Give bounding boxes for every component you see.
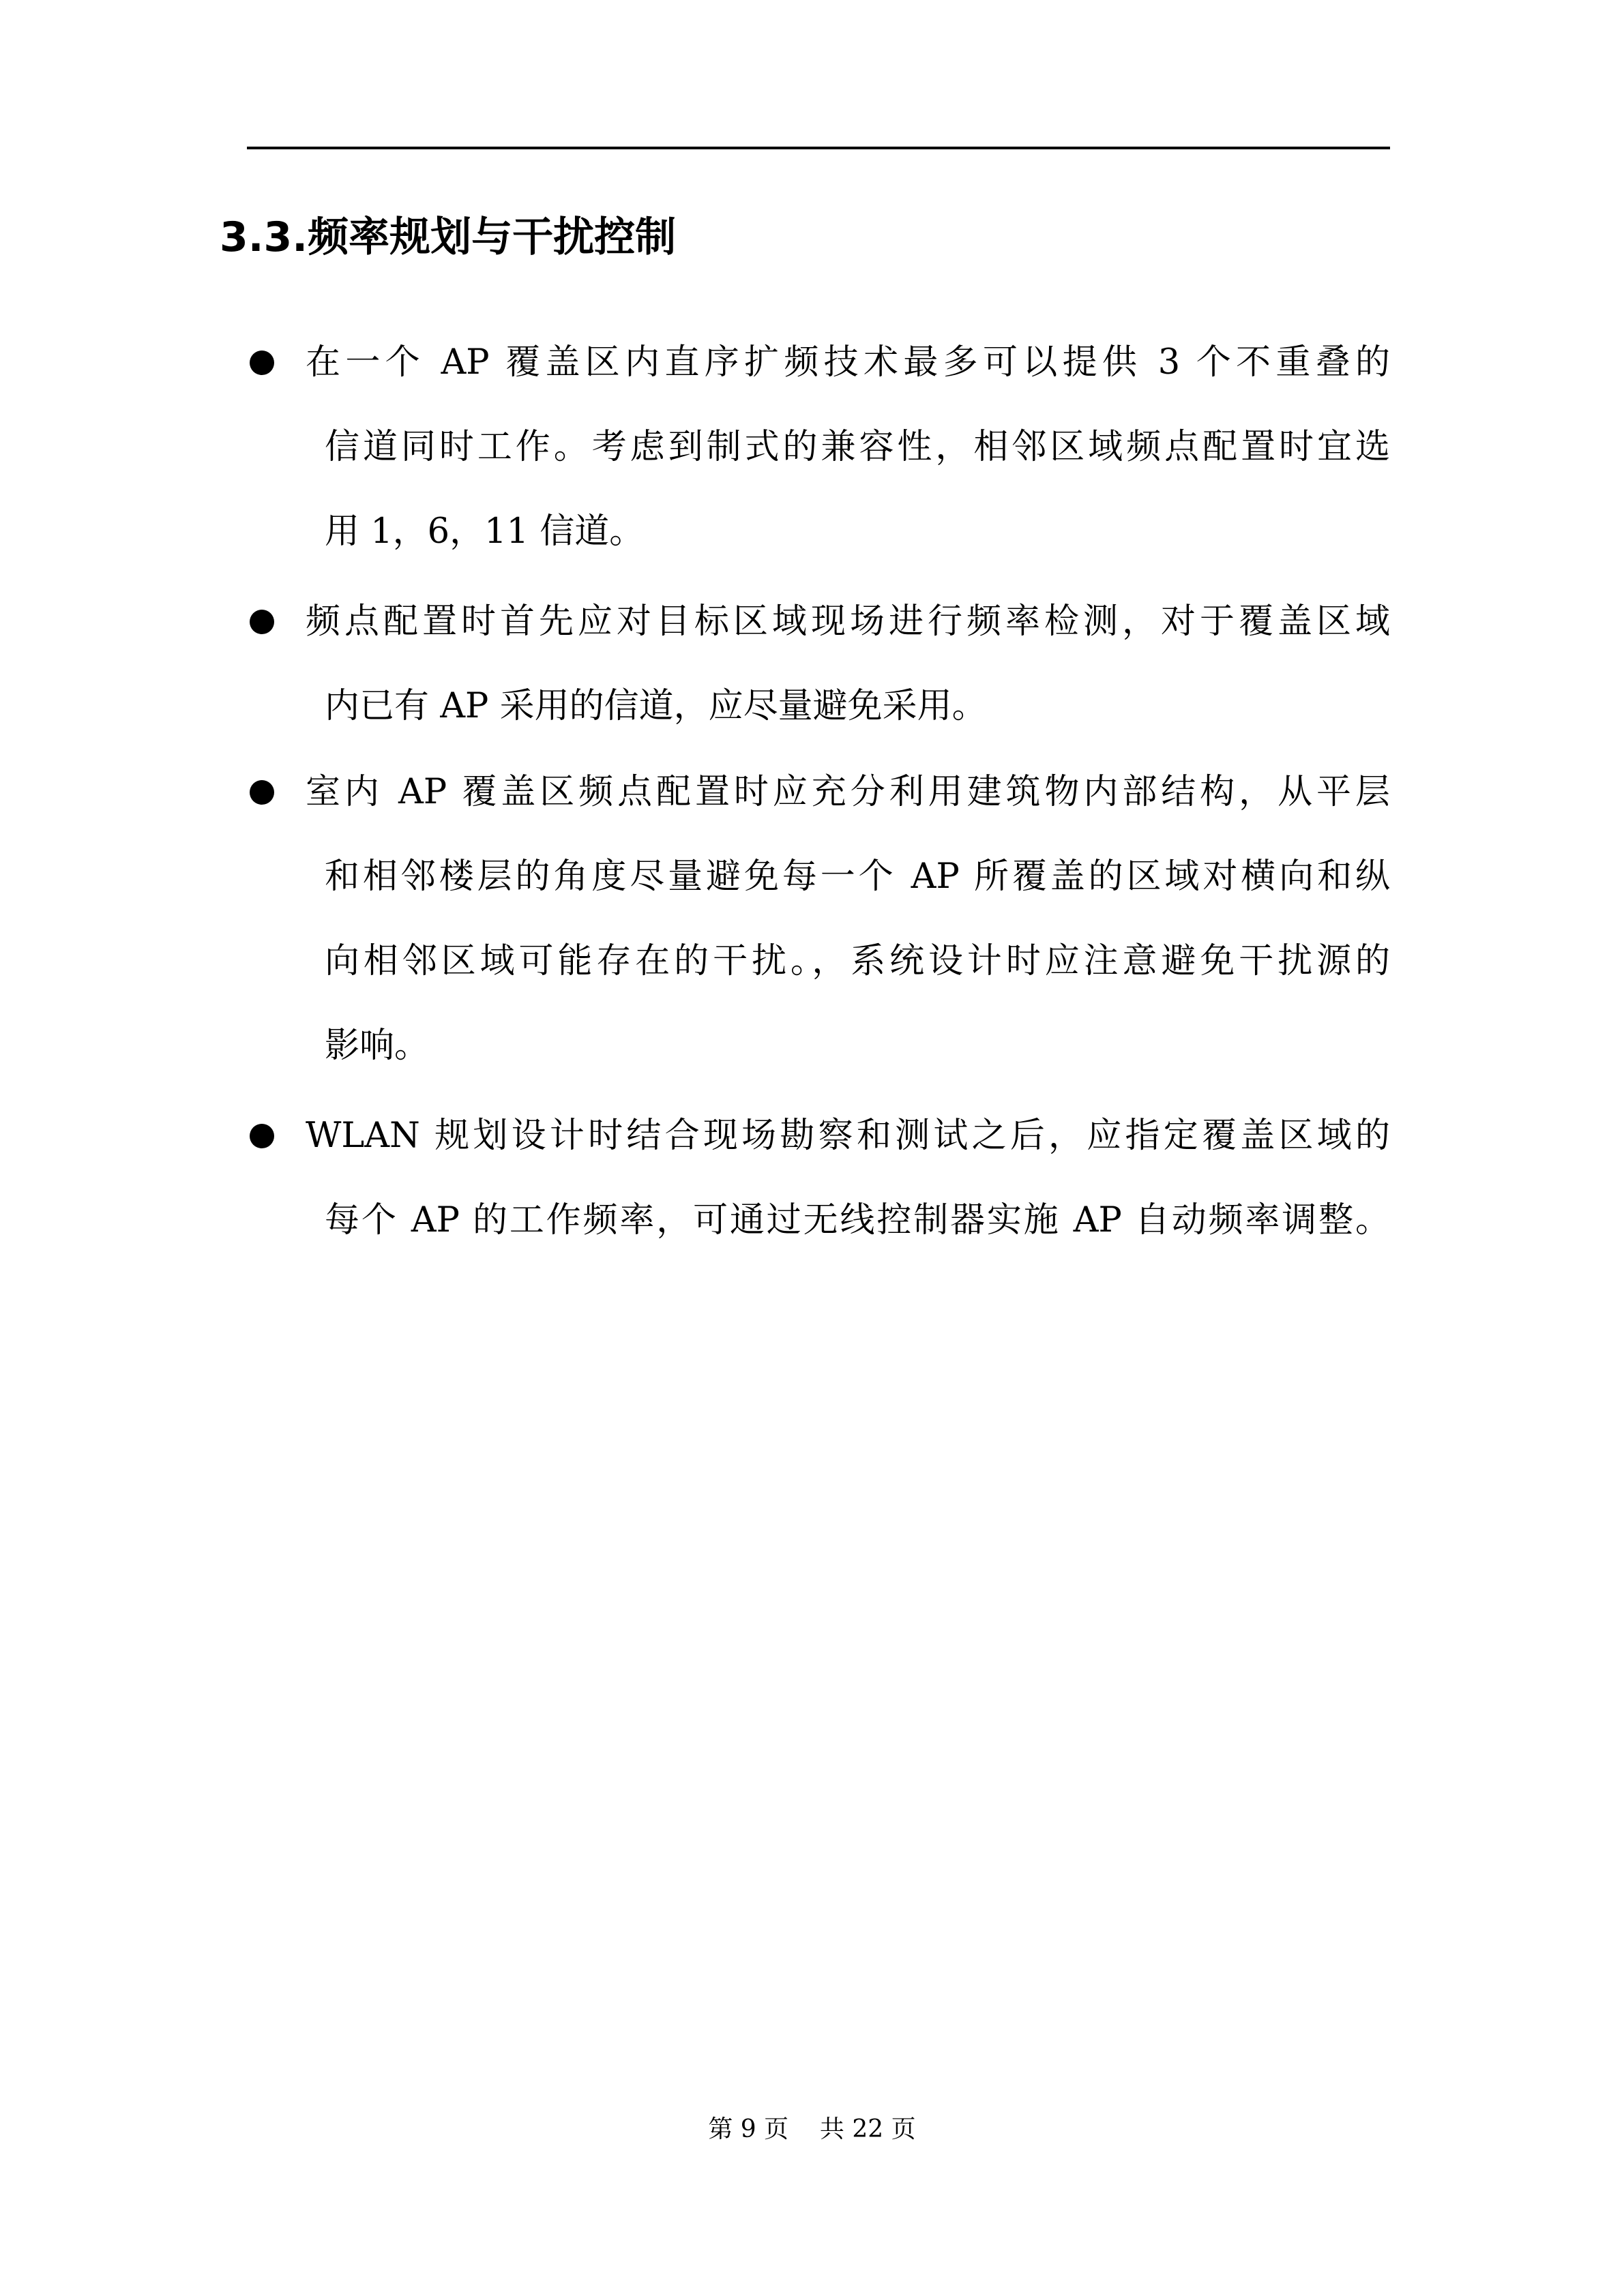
bullet-icon	[250, 780, 274, 805]
bullet-text-line: WLAN 规划设计时结合现场勘察和测试之后，应指定覆盖区域的	[306, 1116, 1390, 1156]
bullet-icon	[250, 351, 274, 375]
header-rule	[247, 147, 1390, 149]
bullet-text-line: 每个 AP 的工作频率，可通过无线控制器实施 AP 自动频率调整。	[325, 1200, 1390, 1240]
page-footer: 第 9 页 共 22 页	[708, 2115, 916, 2143]
bullet-text-line: 向相邻区域可能存在的干扰。，系统设计时应注意避免干扰源的	[325, 941, 1390, 981]
bullet-text-line: 信道同时工作。考虑到制式的兼容性，相邻区域频点配置时宜选	[325, 427, 1390, 467]
bullet-text-line: 在一个 AP 覆盖区内直序扩频技术最多可以提供 3 个不重叠的	[306, 342, 1390, 383]
bullet-text-line: 和相邻楼层的角度尽量避免每一个 AP 所覆盖的区域对横向和纵	[325, 856, 1390, 897]
bullet-text-line: 影响。	[325, 1026, 430, 1066]
bullet-icon	[250, 1124, 274, 1148]
bullet-text-line: 用 1，6，11 信道。	[325, 511, 645, 552]
bullet-icon	[250, 610, 274, 634]
bullet-text-line: 频点配置时首先应对目标区域现场进行频率检测，对于覆盖区域	[306, 601, 1390, 642]
bullet-text-line: 内已有 AP 采用的信道，应尽量避免采用。	[325, 686, 987, 726]
bullet-text-line: 室内 AP 覆盖区频点配置时应充分利用建筑物内部结构，从平层	[306, 772, 1390, 812]
section-heading: 3.3.频率规划与干扰控制	[220, 213, 677, 261]
